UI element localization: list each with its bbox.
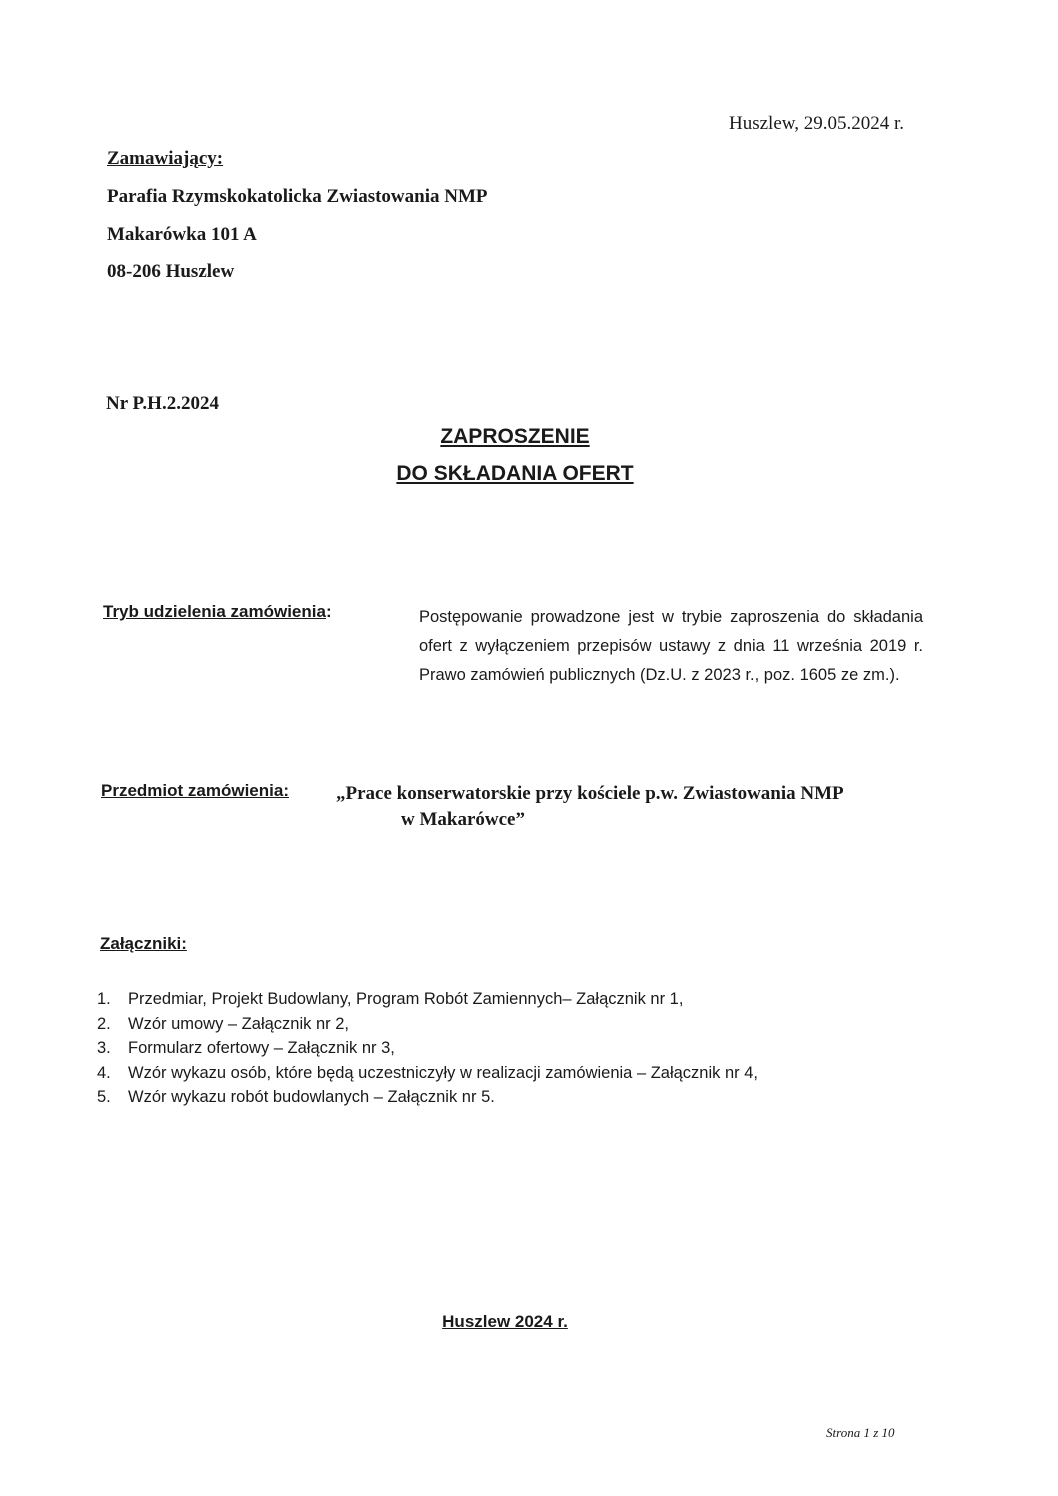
footer-place-year: Huszlew 2024 r.	[442, 1312, 568, 1331]
procedure-label	[103, 602, 332, 622]
list-item-number: 1.	[97, 990, 111, 1008]
procedure-label-text: Tryb udzielenia zamówienia	[103, 602, 326, 621]
page-number: Strona 1 z 10	[826, 1425, 895, 1440]
list-item	[97, 1036, 758, 1061]
subject-line-2: w Makarówce”	[401, 809, 525, 830]
list-item	[97, 1061, 758, 1086]
subject-line-1: „Prace konserwatorskie przy kościele p.w. Zwiastowania NMP	[336, 783, 844, 804]
document-title-line-2: DO SKŁADANIA OFERT	[396, 462, 634, 485]
list-item	[97, 987, 758, 1012]
list-item-number: 3.	[97, 1039, 111, 1057]
list-item-text: Wzór wykazu robót budowlanych – Załącznik nr 5.	[128, 1088, 495, 1106]
list-item-text: Przedmiar, Projekt Budowlany, Program Robót Zamiennych– Załącznik nr 1,	[128, 990, 684, 1008]
subject-label: Przedmiot zamówienia:	[101, 781, 289, 800]
list-item-number: 5.	[97, 1088, 111, 1106]
subject-text	[336, 781, 926, 833]
list-item	[97, 1085, 758, 1110]
procedure-text: Postępowanie prowadzone jest w trybie zaproszenia do składania ofert z wyłączeniem przepisów ustawy z dnia 11 września 2019 r. Prawo zamówień publicznych (Dz.U. z 2023 r., poz. 1605 ze zm.).	[419, 608, 923, 684]
contracting-authority-name: Parafia Rzymskokatolicka Zwiastowania NMP	[107, 186, 488, 207]
attachments-label: Załączniki:	[100, 934, 187, 953]
attachments-list	[97, 987, 758, 1110]
place-date: Huszlew, 29.05.2024 r.	[729, 113, 905, 134]
document-title-line-1: ZAPROSZENIE	[440, 425, 590, 448]
contracting-authority-street: Makarówka 101 A	[107, 224, 257, 245]
list-item-text: Wzór wykazu osób, które będą uczestniczyły w realizacji zamówienia – Załącznik nr 4,	[128, 1063, 758, 1082]
contracting-authority-city: 08-206 Huszlew	[107, 261, 235, 282]
procedure-label-colon: :	[325, 602, 332, 621]
reference-number: Nr P.H.2.2024	[106, 393, 219, 414]
list-item-text: Formularz ofertowy – Załącznik nr 3,	[128, 1039, 395, 1057]
contracting-authority-label: Zamawiający:	[107, 148, 224, 169]
list-item-number: 4.	[97, 1063, 111, 1082]
list-item-number: 2.	[97, 1014, 111, 1033]
list-item-text: Wzór umowy – Załącznik nr 2,	[128, 1014, 349, 1033]
list-item	[97, 1012, 758, 1037]
